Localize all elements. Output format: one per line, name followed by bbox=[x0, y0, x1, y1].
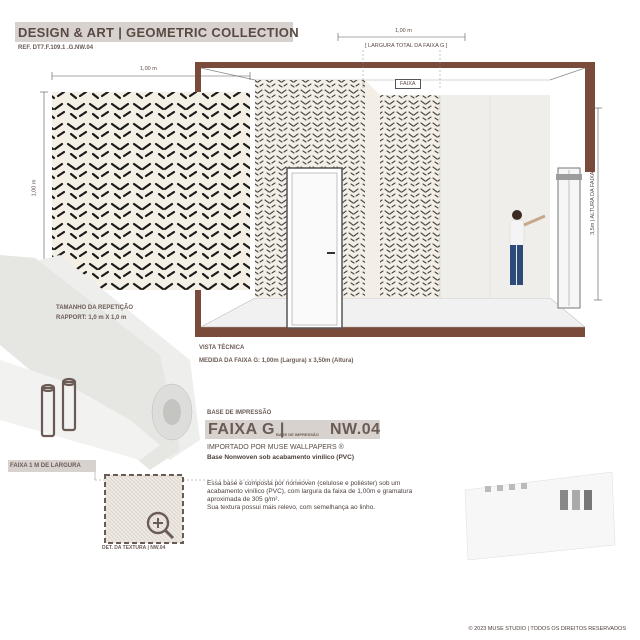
faixa-name: FAIXA G | bbox=[208, 421, 285, 438]
base-description: Base Nonwoven sob acabamento vinílico (PVC) bbox=[207, 454, 355, 461]
faixa-base-small: BASE DE IMPRESSÃO bbox=[276, 432, 319, 437]
description-line: Sua textura possui mais relevo, com semelhança ao linho. bbox=[207, 504, 376, 511]
faixa-code: NW.04 bbox=[330, 421, 381, 438]
tech-title: VISTA TÉCNICA bbox=[199, 345, 245, 351]
repeat-value: RAPPORT: 1,0 m X 1,0 m bbox=[56, 315, 127, 321]
faixa-tag: FAIXA bbox=[395, 79, 421, 89]
copyright: © 2023 MUSE STUDIO | TODOS OS DIREITOS RESERVADOS bbox=[468, 626, 626, 632]
description-line: Essa base é composta por nonwoven (celulose e poliéster) sob um bbox=[207, 480, 401, 487]
reference-code: REF. DT7.F.109.1 .G.NW.04 bbox=[18, 45, 94, 51]
base-title: BASE DE IMPRESSÃO bbox=[207, 410, 272, 416]
page-title: DESIGN & ART | GEOMETRIC COLLECTION bbox=[18, 25, 299, 40]
description-line: acabamento vinílico (PVC), com largura da faixa de 1,00m e gramatura bbox=[207, 488, 413, 495]
room-height-label: 3,5m | ALTURA DA FAIXA G | bbox=[589, 163, 596, 235]
texture-detail bbox=[105, 475, 183, 543]
product-description bbox=[207, 480, 477, 512]
room-width-caption: [ LARGURA TOTAL DA FAIXA G ] bbox=[365, 43, 448, 49]
tech-measure: MEDIDA DA FAIXA G: 1,00m (Largura) x 3,50m (Altura) bbox=[199, 358, 354, 364]
description-line: aproximada de 305 g/m². bbox=[207, 496, 280, 503]
roll-width-label: FAIXA 1 M DE LARGURA bbox=[10, 463, 81, 469]
texture-label: DET. DA TEXTURA | NW.04 bbox=[102, 545, 166, 551]
room-width-label: 1,00 m bbox=[395, 28, 412, 34]
repeat-title: TAMANHO DA REPETIÇÃO bbox=[56, 305, 133, 311]
pattern-width-label: 1,00 m bbox=[140, 66, 157, 72]
pattern-height-label: 1,00 m bbox=[31, 179, 38, 197]
importer: IMPORTADO POR MUSE WALLPAPERS ® bbox=[207, 444, 344, 451]
product-label-card bbox=[465, 472, 615, 560]
